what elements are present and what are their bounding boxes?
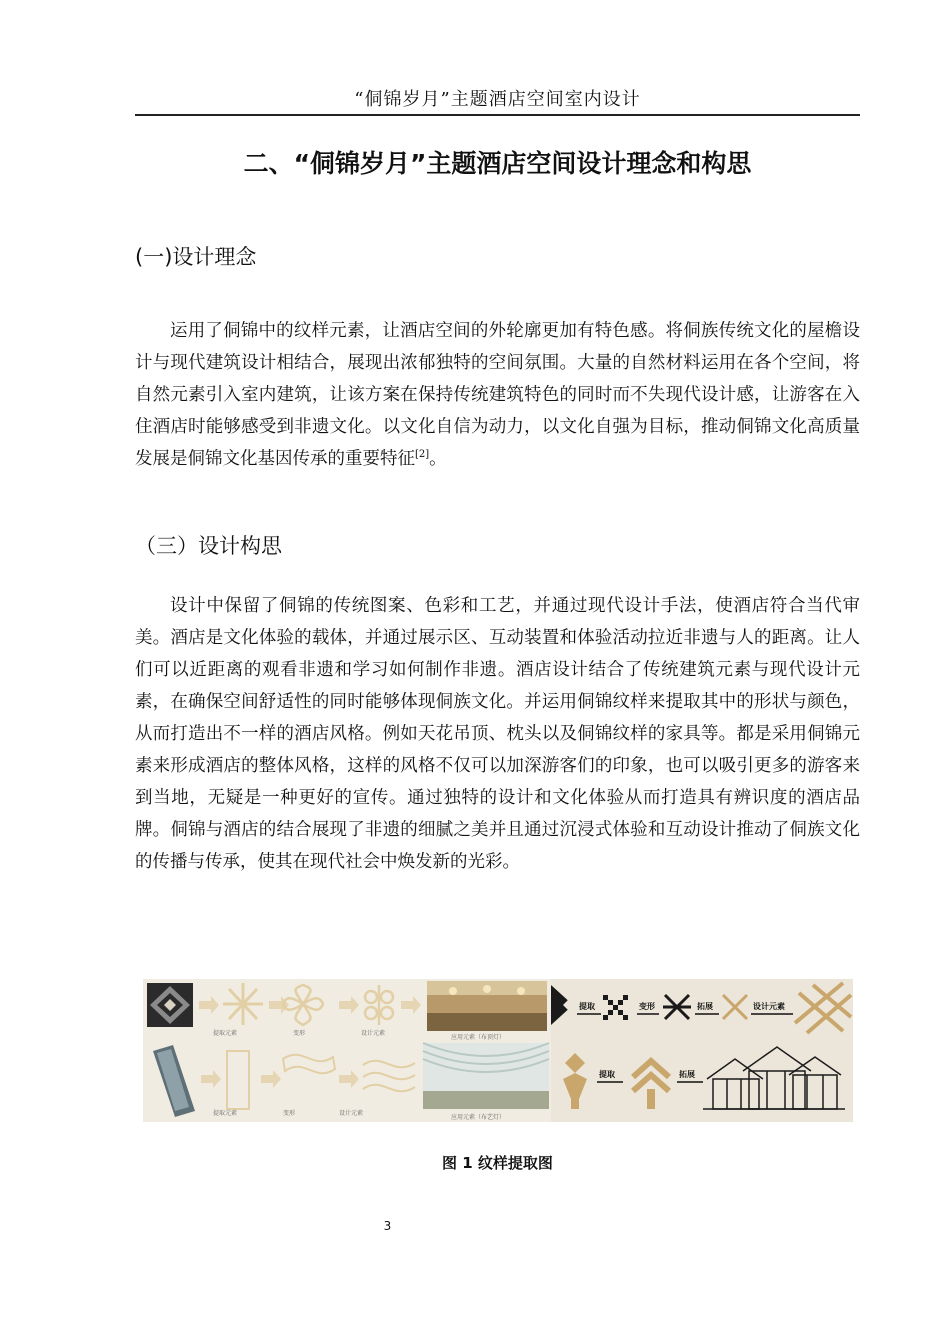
- section-heading-design-concept: (一)设计理念: [135, 245, 257, 269]
- paragraph-text: 运用了侗锦中的纹样元素，让酒店空间的外轮廓更加有特色感。将侗族传统文化的屋檐设计与现代建筑设计相结合，展现出浓郁独特的空间氛围。大量的自然材料运用在各个空间，将自然元素引入室内建筑，让该方案在保持传统建筑特色的同时而不失现代设计感，让游客在入住酒店时能够感受到非遗文化。以文化自信为动力，以文化自强为目标，推动侗锦文化高质量发展是侗锦文化基因传承的重要特征: [135, 321, 860, 469]
- chapter-title: 二、“侗锦岁月”主题酒店空间设计理念和构思: [243, 149, 752, 178]
- brocade-swatch: [147, 983, 193, 1027]
- label-bianxing: 变形: [639, 1002, 655, 1011]
- fabric-light-photo: [423, 1043, 549, 1109]
- label-design-bottom: 设计元素: [339, 1110, 364, 1117]
- label-tuozhan-bottom: 拓展: [679, 1070, 695, 1079]
- header-rule: [135, 114, 860, 116]
- label-transform-top: 变形: [293, 1030, 306, 1037]
- label-tiqu-top: 提取: [579, 1002, 595, 1011]
- figure-illustration: [143, 979, 853, 1122]
- design-element-motif: [365, 985, 393, 1025]
- wave-shape: [283, 1055, 335, 1074]
- label-tuozhan-top: 拓展: [697, 1002, 713, 1011]
- label-extract-top: 提取元素: [213, 1030, 238, 1037]
- pattern-extraction-figure: [143, 979, 853, 1122]
- paragraph-design-idea: 设计中保留了侗锦的传统图案、色彩和工艺，并通过现代设计手法，使酒店符合当代审美。酒店是文化体验的载体，并通过展示区、互动装置和体验活动拉近非遗与人的距离。让人们可以近距离的观看非遗和学习如何制作非遗。酒店设计结合了传统建筑元素与现代设计元素，在确保空间舒适性的同时能够体现侗族文化。并运用侗锦纹样来提取其中的形状与颜色，从而打造出不一样的酒店风格。例如天花吊顶、枕头以及侗锦纹样的家具等。都是采用侗锦元素来形成酒店的整体风格，这样的风格不仅可以加深游客们的印象，也可以吸引更多的游客来到当地，无疑是一种更好的宣传。通过独特的设计和文化体验从而打造具有辨识度的酒店品牌。侗锦与酒店的结合展现了非遗的细腻之美并且通过沉浸式体验和互动设计推动了侗族文化的传播与传承，使其在现代社会中焕发新的光彩。: [135, 596, 860, 872]
- label-apply-light: 应用元素（布艺灯）: [451, 1114, 506, 1121]
- ceiling-lamp-photo: [427, 981, 547, 1031]
- label-design-right: 设计元素: [753, 1002, 785, 1011]
- figure-caption: 图 1 纹样提取图: [442, 1154, 553, 1172]
- running-header: “侗锦岁月”主题酒店空间室内设计: [354, 89, 641, 110]
- label-apply-lamp: 应用元素（布顶灯）: [451, 1034, 506, 1041]
- brocade-strip-photo: [153, 1045, 195, 1117]
- page-number: 3: [383, 1219, 392, 1233]
- paragraph-end: 。: [429, 449, 447, 469]
- section-heading-design-idea: （三）设计构思: [135, 534, 282, 558]
- paragraph-design-concept: [135, 315, 860, 475]
- label-design-top: 设计元素: [361, 1030, 386, 1037]
- extracted-star-motif: [223, 983, 263, 1025]
- extracted-rect-shape: [227, 1051, 249, 1109]
- wave-design-shape: [363, 1061, 415, 1092]
- citation: [2]: [415, 449, 430, 461]
- label-tiqu-bottom: 提取: [599, 1070, 615, 1079]
- label-transform-bottom: 变形: [283, 1110, 296, 1117]
- label-extract-bottom: 提取元素: [213, 1110, 238, 1117]
